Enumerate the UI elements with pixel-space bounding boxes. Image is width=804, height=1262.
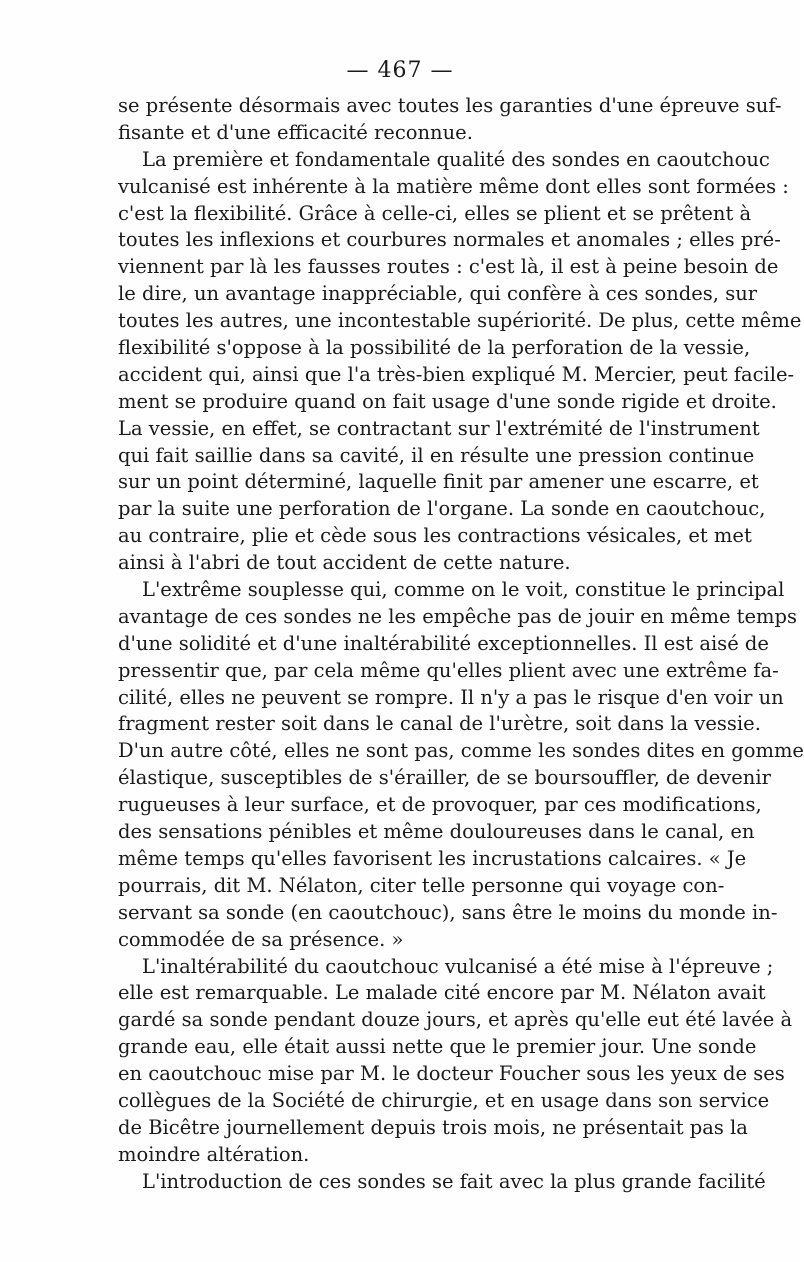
text-line: fisante et d'une efficacité reconnue. <box>118 120 473 144</box>
text-line: viennent par là les fausses routes : c'est là, il est à peine besoin de <box>118 255 779 279</box>
text-line: rugueuses à leur surface, et de provoquer, par ces modifications, <box>118 793 762 817</box>
text-line: commodée de sa présence. » <box>118 927 404 951</box>
text-line: La vessie, en effet, se contractant sur l'extrémité de l'instrument <box>118 416 760 440</box>
text-line: au contraire, plie et cède sous les contractions vésicales, et met <box>118 524 752 548</box>
text-line: gardé sa sonde pendant douze jours, et après qu'elle eut été lavée à <box>118 1008 793 1032</box>
text-line: qui fait saillie dans sa cavité, il en résulte une pression continue <box>118 443 755 467</box>
text-line: collègues de la Société de chirurgie, et en usage dans son service <box>118 1088 770 1112</box>
text-line: toutes les autres, une incontestable supériorité. De plus, cette même <box>118 309 802 333</box>
text-line: L'introduction de ces sondes se fait avec la plus grande facilité <box>142 1169 766 1193</box>
text-line: avantage de ces sondes ne les empêche pas de jouir en même temps <box>118 604 798 628</box>
text-line: toutes les inflexions et courbures normales et anomales ; elles pré- <box>118 228 781 252</box>
text-line: se présente désormais avec toutes les garanties d'une épreuve suf- <box>118 94 782 117</box>
text-line: servant sa sonde (en caoutchouc), sans être le moins du monde in- <box>118 900 778 924</box>
text-line: le dire, un avantage inappréciable, qui confère à ces sondes, sur <box>118 282 758 306</box>
text-line: cilité, elles ne peuvent se rompre. Il n'y a pas le risque d'en voir un <box>118 685 784 709</box>
text-line: pressentir que, par cela même qu'elles plient avec une extrême fa- <box>118 658 779 682</box>
text-line: ainsi à l'abri de tout accident de cette nature. <box>118 551 571 575</box>
text-line: L'extrême souplesse qui, comme on le voit, constitue le principal <box>142 578 785 602</box>
text-line: de Bicêtre journellement depuis trois mois, ne présentait pas la <box>118 1115 748 1139</box>
text-line: ment se produire quand on fait usage d'une sonde rigide et droite. <box>118 389 777 413</box>
text-line: des sensations pénibles et même douloureuses dans le canal, en <box>118 820 755 844</box>
text-line: sur un point déterminé, laquelle finit par amener une escarre, et <box>118 470 759 494</box>
text-line: par la suite une perforation de l'organe. La sonde en caoutchouc, <box>118 497 766 521</box>
text-line: elle est remarquable. Le malade cité encore par M. Nélaton avait <box>118 981 766 1005</box>
text-line: L'inaltérabilité du caoutchouc vulcanisé a été mise à l'épreuve ; <box>142 954 774 978</box>
text-line: moindre altération. <box>118 1142 310 1166</box>
page-number: — 467 — <box>346 58 454 83</box>
text-line: flexibilité s'oppose à la possibilité de la perforation de la vessie, <box>118 336 751 360</box>
text-line: fragment rester soit dans le canal de l'urètre, soit dans la vessie. <box>118 712 761 736</box>
text-line: même temps qu'elles favorisent les incrustations calcaires. « Je <box>118 846 747 870</box>
text-line: en caoutchouc mise par M. le docteur Foucher sous les yeux de ses <box>118 1062 785 1086</box>
text-line: c'est la flexibilité. Grâce à celle-ci, elles se plient et se prêtent à <box>118 201 752 225</box>
text-line: pourrais, dit M. Nélaton, citer telle personne qui voyage con- <box>118 873 725 897</box>
text-line: d'une solidité et d'une inaltérabilité exceptionnelles. Il est aisé de <box>118 631 769 655</box>
text-line: vulcanisé est inhérente à la matière même dont elles sont formées : <box>118 174 789 198</box>
body-text <box>118 93 804 1196</box>
text-line: grande eau, elle était aussi nette que le premier jour. Une sonde <box>118 1035 757 1059</box>
text-line: élastique, susceptibles de s'érailler, de se boursouffler, de devenir <box>118 766 771 790</box>
text-line: accident qui, ainsi que l'a très-bien expliqué M. Mercier, peut facile- <box>118 362 795 386</box>
text-line: D'un autre côté, elles ne sont pas, comme les sondes dites en gomme <box>118 739 804 763</box>
text-line: La première et fondamentale qualité des sondes en caoutchouc <box>142 147 770 171</box>
